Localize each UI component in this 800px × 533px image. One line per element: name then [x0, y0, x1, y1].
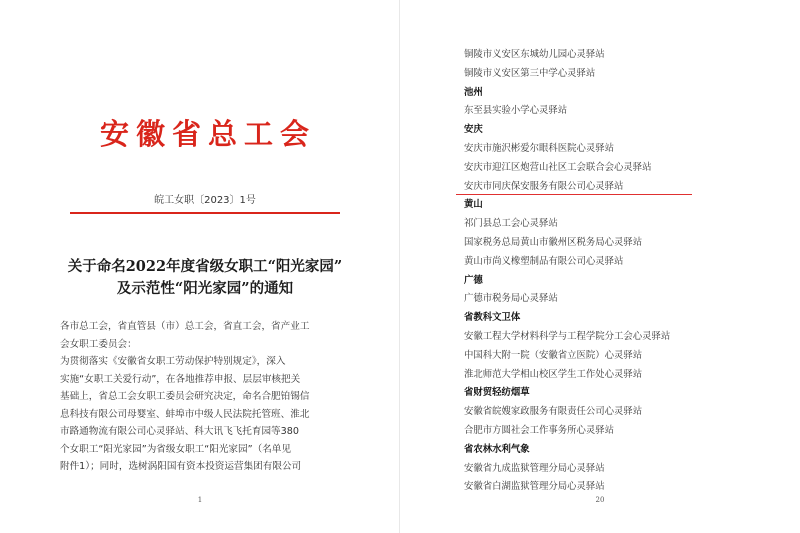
- red-divider: [70, 212, 340, 214]
- body-line: 市路通物流有限公司心灵驿站、科大讯飞飞托育园等380: [60, 426, 299, 437]
- notice-title-line: 及示范性“阳光家园”的通知: [116, 280, 294, 297]
- category-label: 广德: [464, 274, 483, 286]
- list-item: [464, 178, 764, 197]
- body-line: 个女职工“阳光家园”为省级女职工“阳光家园”（名单见: [60, 443, 291, 455]
- station-name: 国家税务总局黄山市徽州区税务局心灵驿站: [464, 236, 643, 248]
- category-label: 省教科文卫体: [464, 312, 521, 324]
- body-line: 各市总工会，省直管县（市）总工会，省直工会，省产业工: [60, 321, 310, 332]
- list-item: [464, 290, 764, 309]
- list-item: [464, 460, 764, 479]
- station-name: 安庆市迎江区炮营山社区工会联合会心灵驿站: [464, 161, 652, 173]
- station-name: 安徽省九成监狱管理分局心灵驿站: [464, 462, 605, 474]
- list-item: [464, 422, 764, 441]
- station-name: 淮北师范大学相山校区学生工作处心灵驿站: [464, 368, 643, 380]
- list-category-heading: [464, 272, 764, 291]
- list-item: [464, 234, 764, 253]
- station-name: 黄山市尚义橡塑制品有限公司心灵驿站: [464, 255, 624, 267]
- list-item: [464, 366, 764, 385]
- list-item: [464, 403, 764, 422]
- list-item: [464, 478, 764, 497]
- body-line: 息科技有限公司母婴室、蚌埠市中级人民法院托管班、淮北: [60, 408, 310, 420]
- body-line: 会女职工委员会：: [60, 338, 137, 350]
- list-category-heading: [464, 384, 764, 403]
- page-number: 20: [595, 496, 605, 504]
- category-label: 省财贸轻纺烟草: [464, 387, 530, 399]
- list-item: [464, 102, 764, 121]
- station-name: 广德市税务局心灵驿站: [464, 293, 558, 305]
- station-name: 合肥市方圆社会工作事务所心灵驿站: [464, 424, 615, 436]
- org-title: 安徽省总工会: [99, 117, 316, 151]
- notice-title-line: 关于命名2022年度省级女职工“阳光家园”: [67, 258, 343, 275]
- list-item: [464, 328, 764, 347]
- highlight-underline: [456, 194, 692, 196]
- list-item: [464, 46, 764, 65]
- body-line: 为贯彻落实《安徽省女职工劳动保护特别规定》，深入: [60, 356, 286, 367]
- right-page: [400, 0, 800, 533]
- category-label: 池州: [464, 86, 483, 98]
- body-line: 附件1）；同时，选树涡阳国有资本投资运营集团有限公司: [60, 461, 302, 472]
- category-label: 安庆: [464, 124, 483, 136]
- list-item: [464, 347, 764, 366]
- category-label: 黄山: [464, 199, 483, 211]
- list-category-heading: [464, 121, 764, 140]
- notice-title: [60, 256, 350, 300]
- station-name: 铜陵市义安区东城幼儿园心灵驿站: [464, 49, 605, 60]
- category-label: 省农林水利气象: [464, 443, 530, 455]
- station-name: 铜陵市义安区第三中学心灵驿站: [464, 67, 596, 79]
- list-category-heading: [464, 309, 764, 328]
- notice-body: [60, 318, 342, 476]
- station-list: [464, 46, 764, 497]
- station-name: 中国科大附一院（安徽省立医院）心灵驿站: [464, 349, 643, 361]
- list-item: [464, 65, 764, 84]
- station-name: 安徽工程大学材料科学与工程学院分工会心灵驿站: [464, 330, 671, 342]
- list-category-heading: [464, 196, 764, 215]
- list-category-heading: [464, 84, 764, 103]
- doc-number: 皖工女职〔2023〕1号: [154, 195, 256, 206]
- list-category-heading: [464, 441, 764, 460]
- body-line: 实施“女职工关爱行动”，在各地推荐申报、层层审核把关: [60, 373, 301, 385]
- list-item: [464, 215, 764, 234]
- list-item: [464, 253, 764, 272]
- station-name: 东至县实验小学心灵驿站: [464, 105, 568, 117]
- station-name: 安徽省皖嫂家政服务有限责任公司心灵驿站: [464, 406, 643, 418]
- station-name: 安庆市施沢彬爱尔眼科医院心灵驿站: [464, 142, 615, 154]
- list-item: [464, 140, 764, 159]
- body-line: 基础上，省总工会女职工委员会研究决定，命名合肥铂锡信: [60, 391, 310, 402]
- page-number: 1: [197, 496, 203, 504]
- list-item: [464, 159, 764, 178]
- station-name: 安徽省白湖监狱管理分局心灵驿站: [464, 481, 605, 493]
- station-name: 祁门县总工会心灵驿站: [464, 218, 558, 230]
- station-name: 安庆市同庆保安服务有限公司心灵驿站: [464, 180, 624, 192]
